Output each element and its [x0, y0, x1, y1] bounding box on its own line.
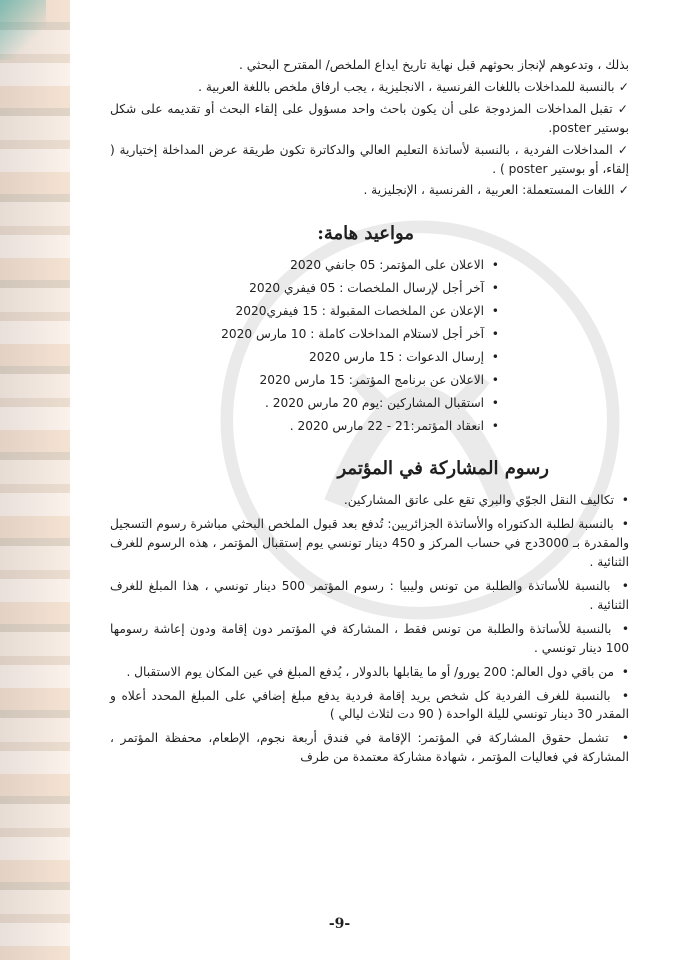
important-dates-list: [110, 256, 629, 435]
intro-line: ✓ المداخلات الفردية ، بالنسبة لأساتذة التعليم العالي والدكاترة تكون طريقة عرض المداخلة إختيارية ( إلقاء، أو بوستير poster ) .: [110, 141, 629, 179]
fee-item: • تشمل حقوق المشاركة في المؤتمر: الإقامة في فندق أربعة نجوم، الإطعام، محفظة المؤتمر ، المشاركة في فعاليات المؤتمر ، شهادة مشاركة معتمدة من طرف: [110, 729, 629, 767]
intro-line: ✓ اللغات المستعملة: العربية ، الفرنسية ، الإنجليزية .: [110, 181, 629, 200]
page-edge-decoration: [0, 0, 70, 960]
participation-fees-heading: رسوم المشاركة في المؤتمر: [337, 458, 549, 480]
fee-item: • من باقي دول العالم: 200 يورو/ أو ما يقابلها بالدولار ، يُدفع المبلغ في عين المكان يوم الاستقبال .: [110, 663, 629, 682]
date-item: • آخر أجل لإرسال الملخصات : 05 فيفري 2020: [110, 279, 499, 298]
document-body: [110, 56, 629, 772]
intro-section: [110, 56, 629, 200]
intro-line: بذلك ، وتدعوهم لإنجاز بحوثهم قبل نهاية تاريخ ايداع الملخص/ المقترح البحثي .: [239, 58, 629, 72]
date-item: • الإعلان عن الملخصات المقبولة : 15 فيفري2020: [110, 302, 499, 321]
page-edge-accent: [0, 0, 46, 60]
fee-item: • بالنسبة لطلبة الدكتوراه والأساتذة الجزائريين: تُدفع بعد قبول الملخص البحثي مباشرة رسوم التسجيل والمقدرة بـ 3000دج في حساب المركز و 450 دينار تونسي يوم إستقبال المؤتمر ، هذه الرسوم للغرف الثنائية .: [110, 515, 629, 572]
fee-item: • بالنسبة للأساتذة والطلبة من تونس وليبيا : رسوم المؤتمر 500 دينار تونسي ، هذا المبلغ للغرف الثنائية .: [110, 577, 629, 615]
date-item: • الاعلان على المؤتمر: 05 جانفي 2020: [110, 256, 499, 275]
intro-line: ✓ بالنسبة للمداخلات باللغات الفرنسية ، الانجليزية ، يجب ارفاق ملخص باللغة العربية .: [110, 78, 629, 97]
fee-item: • بالنسبة للغرف الفردية كل شخص يريد إقامة فردية يدفع مبلغ إضافي على المبلغ المحدد أعلاه و المقدر 30 دينار تونسي لليلة الواحدة ( 90 دت لثلاث ليالي ): [110, 687, 629, 725]
date-item: • استقبال المشاركين :يوم 20 مارس 2020 .: [110, 394, 499, 413]
date-item: • إرسال الدعوات : 15 مارس 2020: [110, 348, 499, 367]
important-dates-heading: مواعيد هامة:: [317, 223, 414, 245]
date-item: • آخر أجل لاستلام المداخلات كاملة : 10 مارس 2020: [110, 325, 499, 344]
date-item: • الاعلان عن برنامج المؤتمر: 15 مارس 2020: [110, 371, 499, 390]
fee-item: • تكاليف النقل الجوّي والبري تقع على عاتق المشاركين.: [110, 491, 629, 510]
page-number: -9-: [328, 916, 351, 932]
participation-fees-list: [110, 491, 629, 767]
fee-item: • بالنسبة للأساتذة والطلبة من تونس فقط ، المشاركة في المؤتمر دون إقامة ودون إعاشة رسومها 100 دينار تونسي .: [110, 620, 629, 658]
date-item: • انعقاد المؤتمر:21 - 22 مارس 2020 .: [110, 417, 499, 436]
intro-line: ✓ تقبل المداخلات المزدوجة على أن يكون باحث واحد مسؤول على إلقاء البحث أو تقديمه على شكل بوستير poster.: [110, 100, 629, 138]
